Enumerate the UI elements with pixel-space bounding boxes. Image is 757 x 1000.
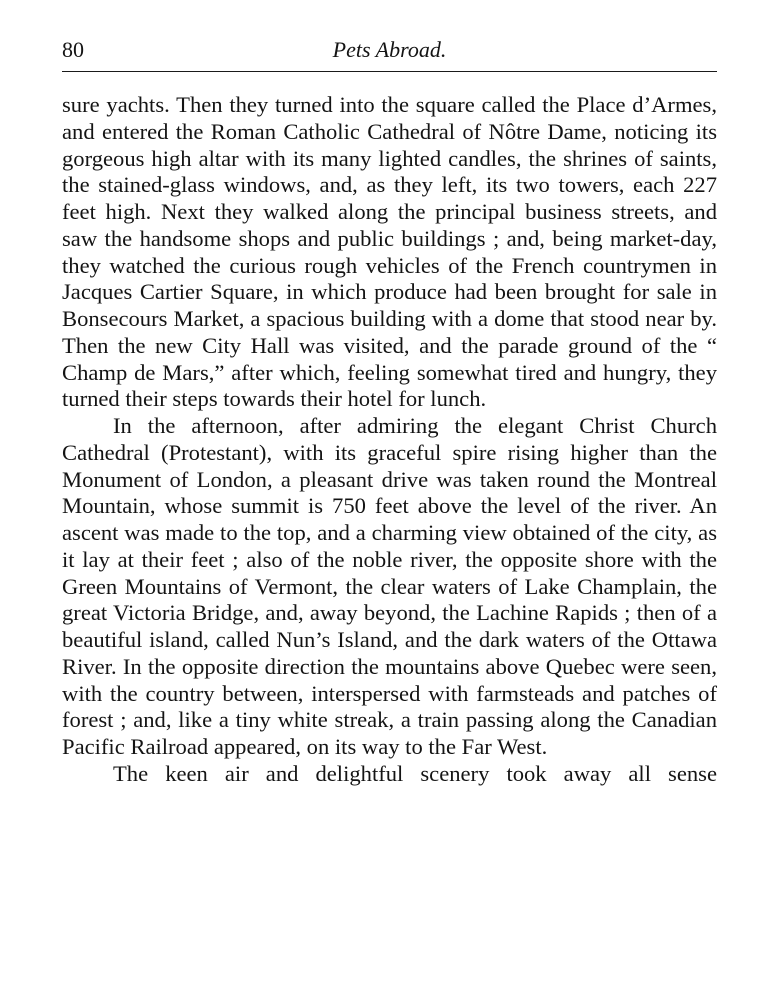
paragraph-3: The keen air and delightful scenery took away all sense bbox=[113, 760, 717, 786]
running-title: Pets Abroad. bbox=[332, 37, 447, 62]
body-text bbox=[62, 92, 717, 788]
header-rule bbox=[62, 71, 717, 72]
paragraph-2: In the afternoon, after admiring the elegant Christ Church Cathedral (Protestant), with its graceful spire rising higher than the Monument of London, a pleasant drive was taken round the Montreal Mountain, whose summit is 750 feet above the level of the river. An ascent was made to the top, and a charming view obtained of the city, as it lay at their feet ; also of the noble river, the opposite shore with the Green Mountains of Vermont, the clear waters of Lake Champlain, the great Victoria Bridge, and, away beyond, the Lachine Rapids ; then of a beautiful island, called Nun’s Island, and the dark waters of the Ottawa River. In the opposite direction the mountains above Quebec were seen, with the country between, interspersed with farmsteads and patches of forest ; and, like a tiny white streak, a train passing along the Canadian Pacific Railroad appeared, on its way to the Far West. bbox=[62, 413, 717, 759]
page-number: 80 bbox=[62, 37, 84, 62]
running-head bbox=[62, 37, 717, 67]
paragraph-1: sure yachts. Then they turned into the square called the Place d’Armes, and entered the Roman Catholic Cathedral of Nôtre Dame, noticing its gorgeous high altar with its many lighted candles, the shrines of saints, the stained-glass windows, and, as they left, its two towers, each 227 feet high. Next they walked along the principal business streets, and saw the handsome shops and public buildings ; and, being market-day, they watched the curious rough vehicles of the French countrymen in Jacques Cartier Square, in which produce had been brought for sale in Bonsecours Market, a spacious building with a dome that stood near by. Then the new City Hall was visited, and the parade ground of the “ Champ de Mars,” after which, feeling somewhat tired and hungry, they turned their steps towards their hotel for lunch. bbox=[62, 92, 717, 412]
